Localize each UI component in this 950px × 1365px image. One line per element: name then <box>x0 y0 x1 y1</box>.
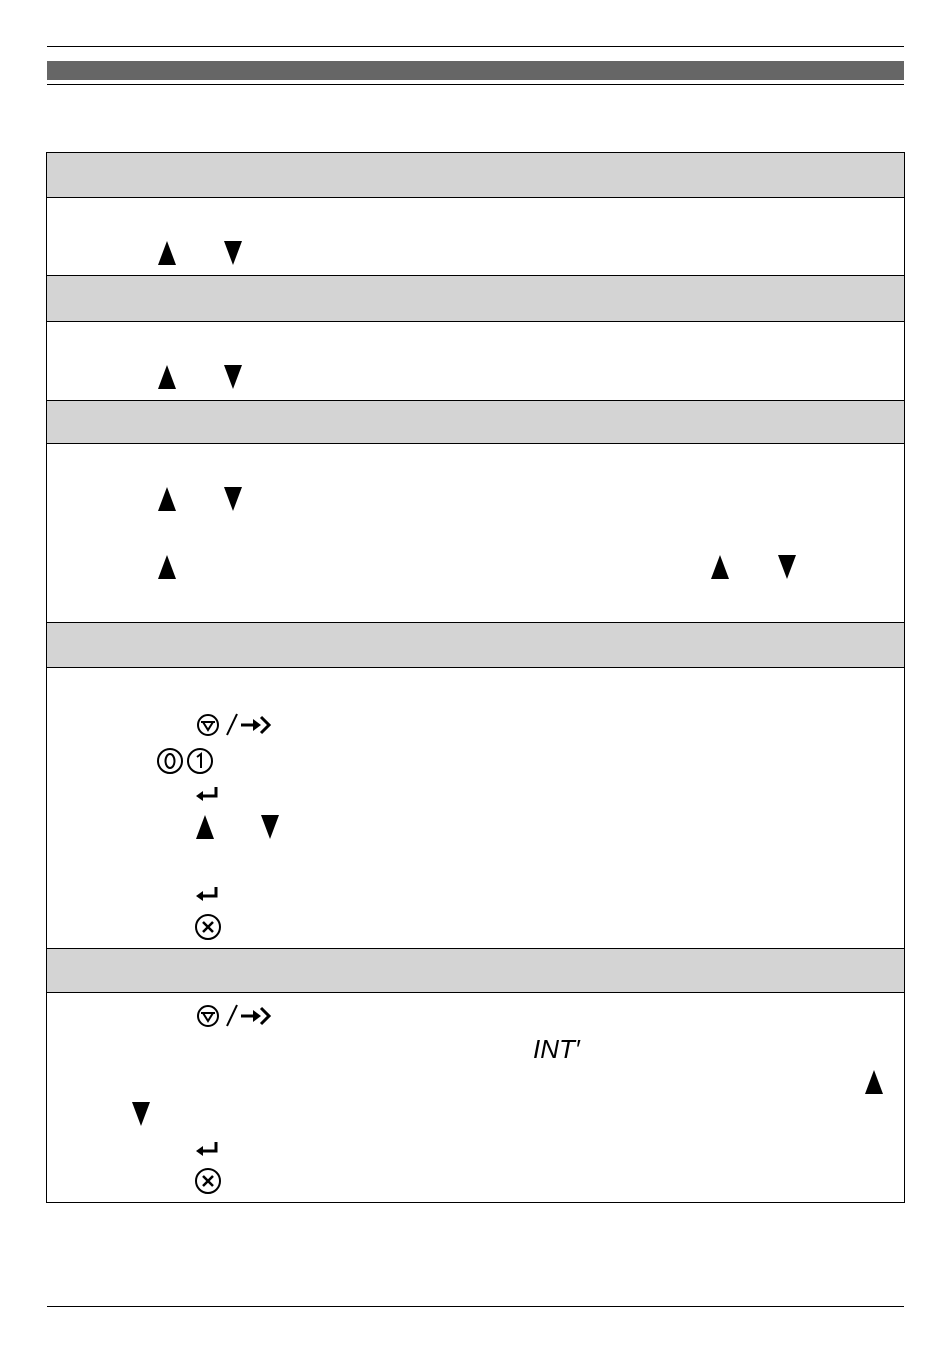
section-4-header <box>47 623 904 667</box>
section-3-header-divider <box>47 443 904 444</box>
section-1-header-divider <box>47 197 904 198</box>
instruction-table <box>46 152 905 1203</box>
enter-icon <box>195 886 219 902</box>
footer-rule <box>47 1306 904 1307</box>
up-arrow-icon <box>157 365 177 389</box>
down-arrow-icon <box>131 1102 151 1126</box>
section-2-header <box>47 276 904 321</box>
down-arrow-icon <box>223 487 243 511</box>
top-rule <box>47 46 904 47</box>
section-5-header-divider <box>47 992 904 993</box>
up-arrow-icon <box>195 815 215 839</box>
down-arrow-icon <box>777 555 797 579</box>
header-underline <box>47 84 904 85</box>
off-icon <box>194 913 222 941</box>
talk-return-icon <box>195 711 275 737</box>
int-display-text: INT′ <box>533 1034 580 1064</box>
section-2-header-divider <box>47 321 904 322</box>
up-arrow-icon <box>157 241 177 265</box>
talk-return-icon <box>195 1002 275 1028</box>
up-arrow-icon <box>157 555 177 579</box>
enter-icon <box>195 786 219 802</box>
up-arrow-icon <box>864 1070 884 1094</box>
down-arrow-icon <box>223 241 243 265</box>
header-band <box>47 61 904 80</box>
off-icon <box>194 1167 222 1195</box>
section-3-header <box>47 401 904 443</box>
number-0-icon <box>156 747 184 775</box>
down-arrow-icon <box>223 365 243 389</box>
section-1-header <box>47 153 904 197</box>
enter-icon <box>195 1141 219 1157</box>
section-4-header-divider <box>47 667 904 668</box>
number-1-icon <box>186 747 214 775</box>
down-arrow-icon <box>260 815 280 839</box>
up-arrow-icon <box>157 487 177 511</box>
section-5-header <box>47 949 904 992</box>
up-arrow-icon <box>710 555 730 579</box>
